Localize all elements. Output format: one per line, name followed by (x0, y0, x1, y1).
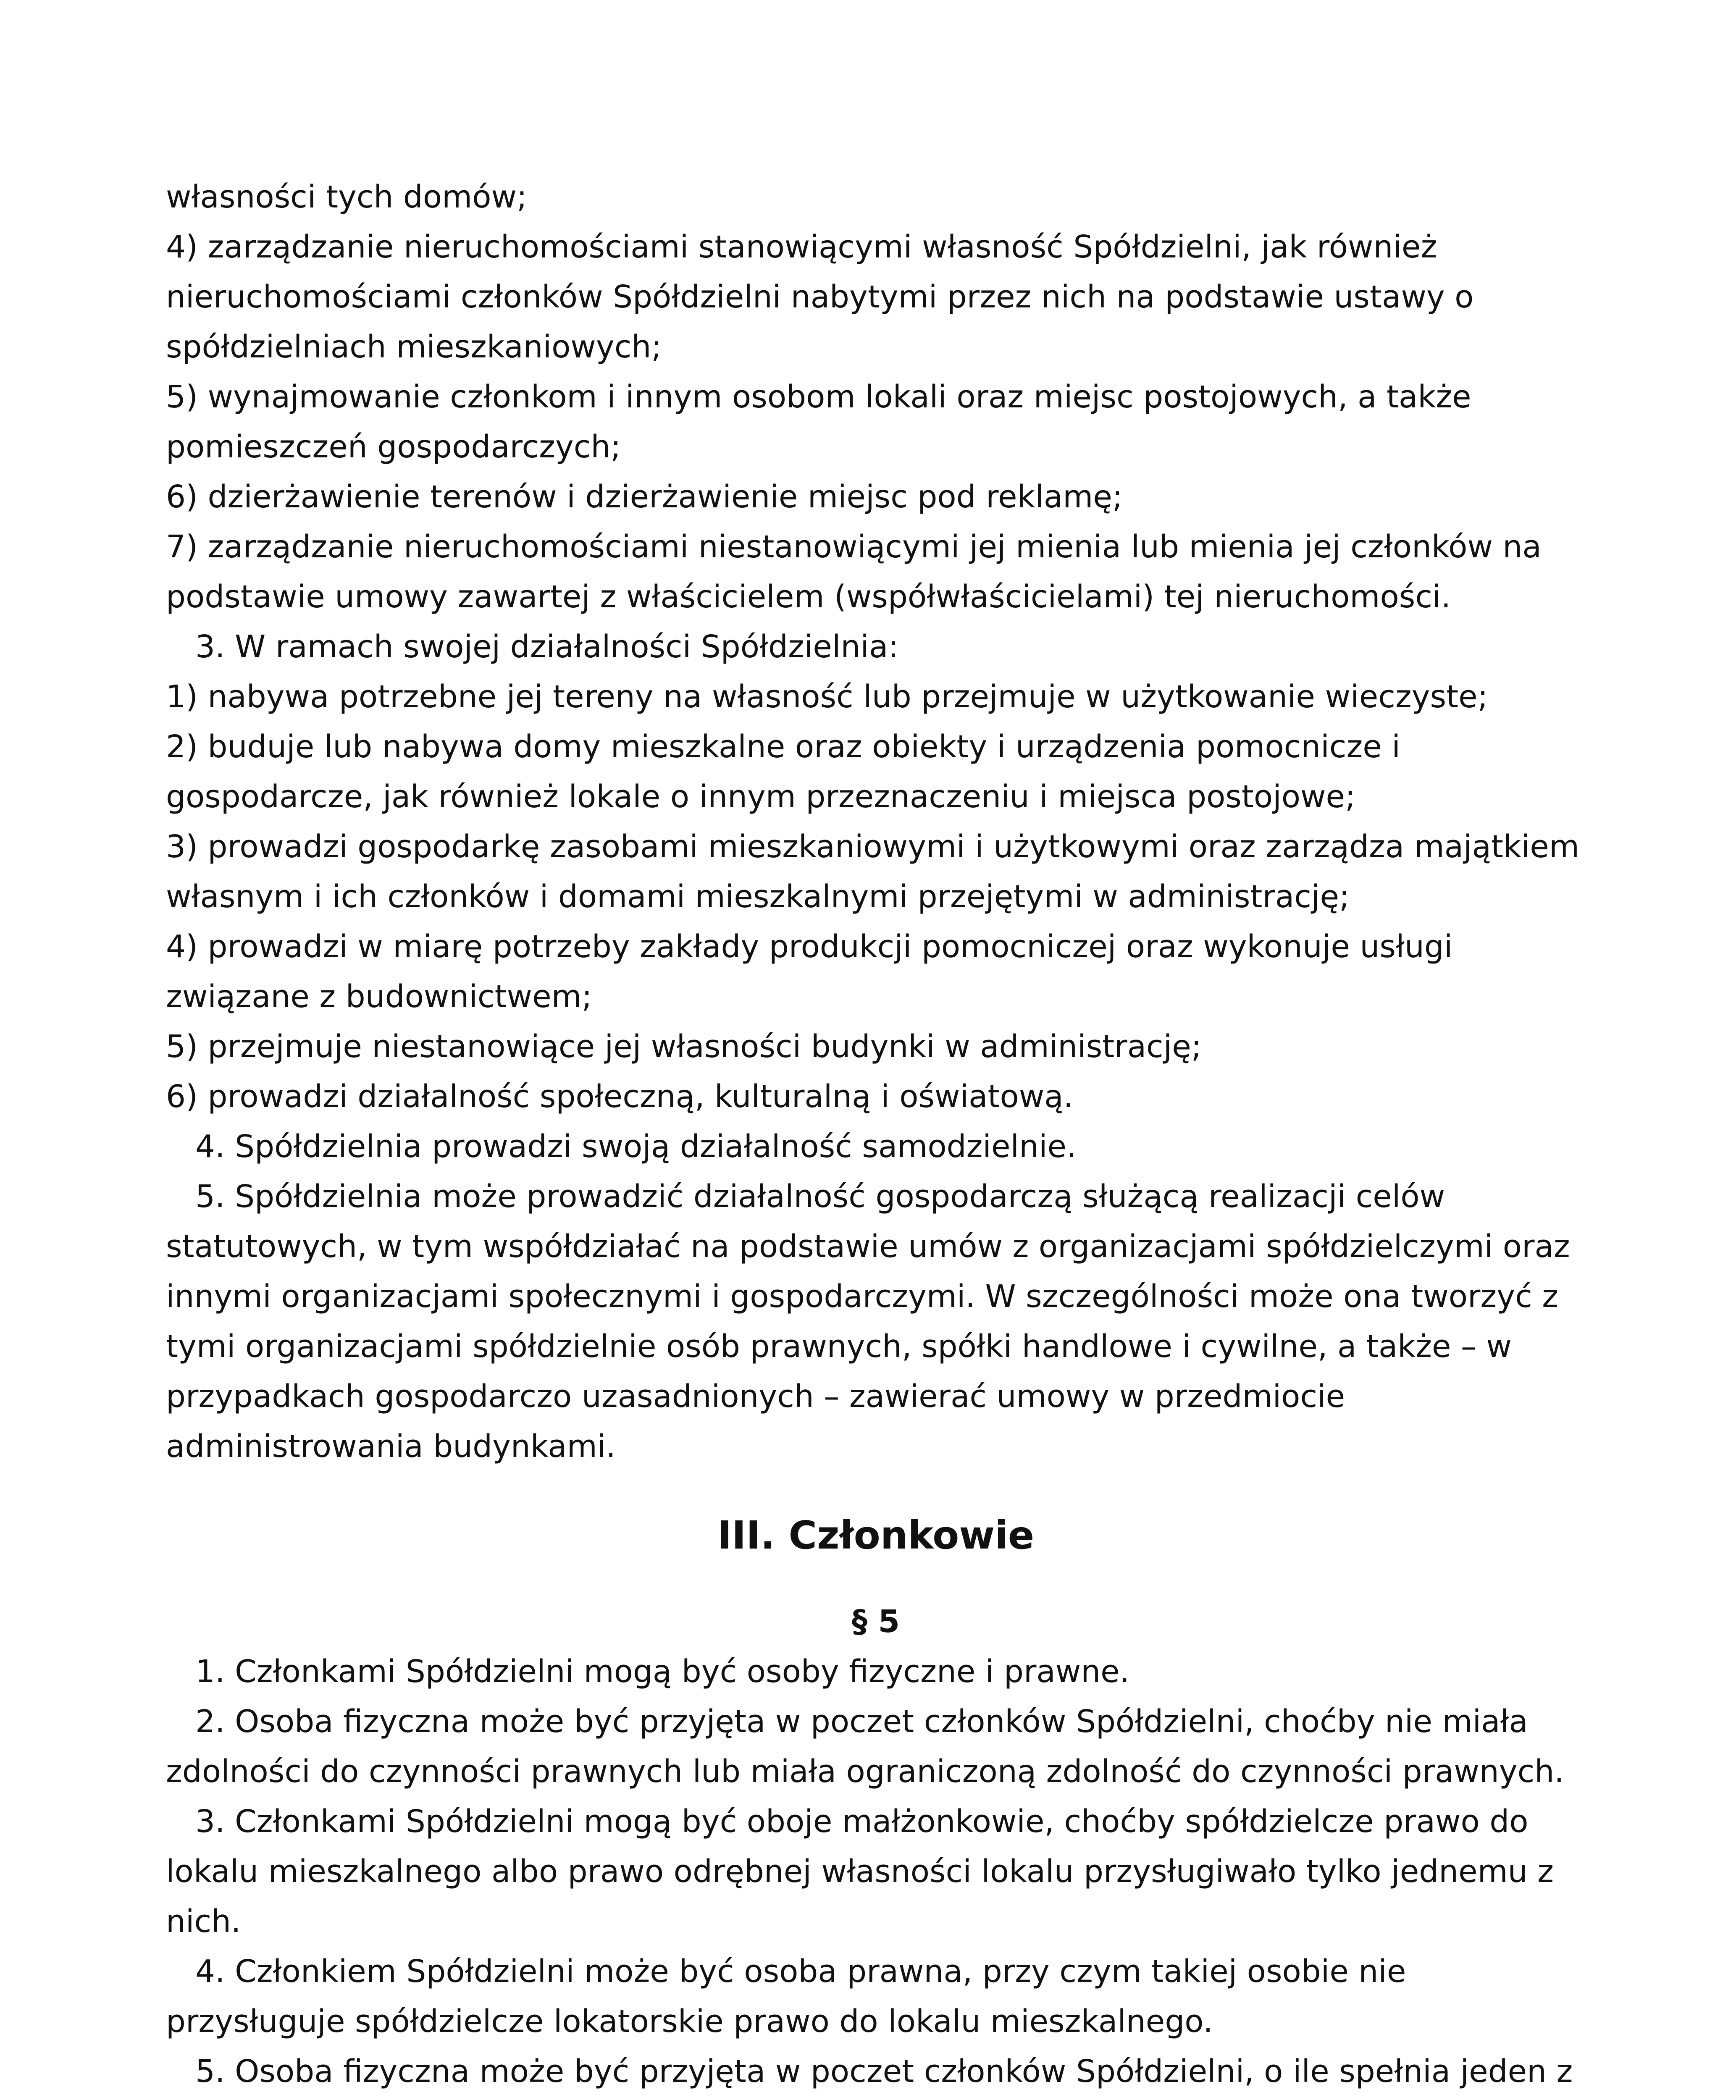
section-continuation (166, 172, 1586, 1472)
paragraph-line: 3. Członkami Spółdzielni mogą być oboje małżonkowie, choćby spółdzielcze prawo do lokalu mieszkalnego albo prawo odrębnej własności lokalu przysługiwało tylko jednemu z nich. (166, 1803, 1554, 1940)
paragraph-line: 3) prowadzi gospodarkę zasobami mieszkaniowymi i użytkowymi oraz zarządza majątkiem własnym i ich członków i domami mieszkalnymi przejętymi w administrację; (166, 829, 1580, 915)
paragraph-line: 5) przejmuje niestanowiące jej własności budynki w administrację; (166, 1029, 1202, 1065)
paragraph-line: 1) nabywa potrzebne jej tereny na własność lub przejmuje w użytkowanie wieczyste; (166, 679, 1488, 715)
paragraph-line: 3. W ramach swojej działalności Spółdzielnia: (195, 629, 899, 665)
paragraph-line: 1. Członkami Spółdzielni mogą być osoby fizyczne i prawne. (195, 1654, 1130, 1690)
paragraph-line: 5) wynajmowanie członkom i innym osobom lokali oraz miejsc postojowych, a także pomieszczeń gospodarczych; (166, 379, 1471, 465)
chapter-heading: III. Członkowie (717, 1513, 1035, 1558)
document-page (166, 172, 1586, 2100)
section-5-body (166, 1647, 1586, 2100)
paragraph-line: 7) zarządzanie nieruchomościami niestanowiącymi jej mienia lub mienia jej członków na podstawie umowy zawartej z właścicielem (współwłaścicielami) tej nieruchomości. (166, 529, 1542, 615)
paragraph-mark: § 5 (851, 1604, 900, 1640)
paragraph-line: 4) prowadzi w miarę potrzeby zakłady produkcji pomocniczej oraz wykonuje usługi związane z budownictwem; (166, 929, 1453, 1015)
paragraph-line: 4. Spółdzielnia prowadzi swoją działalność samodzielnie. (195, 1129, 1077, 1165)
paragraph-line: 5. Spółdzielnia może prowadzić działalność gospodarczą służącą realizacji celów statutowych, w tym współdziałać na podstawie umów z organizacjami spółdzielczymi oraz innymi organizacjami społecznymi i gospodarczymi. W szczególności może ona tworzyć z tymi organizacjami spółdzielnie osób prawnych, spółki handlowe i cywilne, a także – w przypadkach gospodarczo uzasadnionych – zawierać umowy w przedmiocie administrowania budynkami. (166, 1179, 1570, 1465)
paragraph-line: 6) dzierżawienie terenów i dzierżawienie miejsc pod reklamę; (166, 479, 1123, 515)
paragraph-line: 4) zarządzanie nieruchomościami stanowiącymi własność Spółdzielni, jak również nieruchomościami członków Spółdzielni nabytymi przez nich na podstawie ustawy o spółdzielniach mieszkaniowych; (166, 229, 1474, 365)
paragraph-line: 2) buduje lub nabywa domy mieszkalne oraz obiekty i urządzenia pomocnicze i gospodarcze, jak również lokale o innym przeznaczeniu i miejsca postojowe; (166, 729, 1400, 815)
paragraph-line: 6) prowadzi działalność społeczną, kulturalną i oświatową. (166, 1079, 1074, 1115)
paragraph-line: 5. Osoba fizyczna może być przyjęta w poczet członków Spółdzielni, o ile spełnia jeden z (195, 2053, 1573, 2090)
paragraph-line: 2. Osoba fizyczna może być przyjęta w poczet członków Spółdzielni, choćby nie miała zdolności do czynności prawnych lub miała ograniczoną zdolność do czynności prawnych. (166, 1704, 1564, 1790)
paragraph-line: własności tych domów; (166, 179, 527, 215)
paragraph-line: 4. Członkiem Spółdzielni może być osoba prawna, przy czym takiej osobie nie przysługuje spółdzielcze lokatorskie prawo do lokalu mieszkalnego. (166, 1953, 1406, 2040)
